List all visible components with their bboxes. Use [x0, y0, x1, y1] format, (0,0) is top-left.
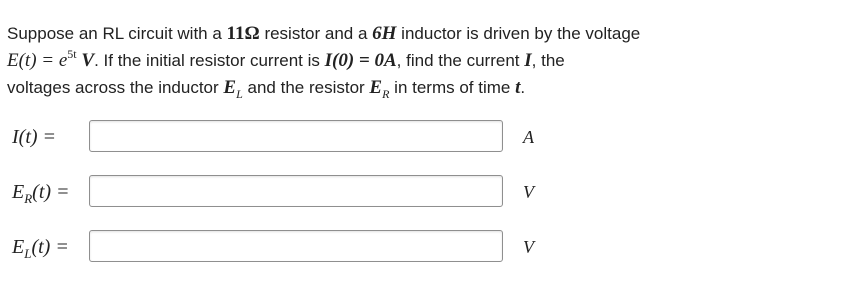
problem-text: . If the initial resistor current is: [94, 51, 325, 70]
voltage-expression: $E(t) = e^{5t}$ V: [7, 46, 95, 71]
resistance-value: 11Ω: [226, 23, 260, 44]
problem-statement: [7, 20, 827, 101]
current-label: I(t) =: [12, 126, 57, 148]
problem-text: .: [520, 78, 526, 97]
problem-text: , find the current: [396, 51, 525, 70]
problem-text: inductor is driven by the voltage: [396, 24, 641, 43]
current-answer-input[interactable]: [89, 120, 503, 152]
inductor-voltage-unit: V: [523, 237, 534, 257]
problem-text: resistor and a: [259, 24, 373, 43]
resistor-voltage-label: $E_R(t)$ =: [12, 181, 70, 206]
problem-text: , the: [531, 51, 565, 70]
inductance-value: 6H: [372, 23, 397, 44]
inductor-voltage-symbol: $E_L$: [223, 77, 243, 101]
initial-current: I(0) = 0A: [324, 50, 397, 71]
current-unit: A: [523, 127, 534, 147]
problem-text: Suppose an RL circuit with a: [7, 24, 227, 43]
problem-text: voltages across the inductor: [7, 78, 224, 97]
problem-text: in terms of time: [389, 78, 516, 97]
resistor-voltage-unit: V: [523, 182, 534, 202]
time-symbol: t: [515, 77, 521, 98]
inductor-voltage-label: $E_L(t)$ =: [12, 236, 69, 261]
current-symbol: I: [524, 50, 532, 71]
problem-text: and the resistor: [242, 78, 370, 97]
resistor-voltage-answer-input[interactable]: [89, 175, 503, 207]
resistor-voltage-symbol: $E_R$: [369, 77, 390, 101]
inductor-voltage-answer-input[interactable]: [89, 230, 503, 262]
